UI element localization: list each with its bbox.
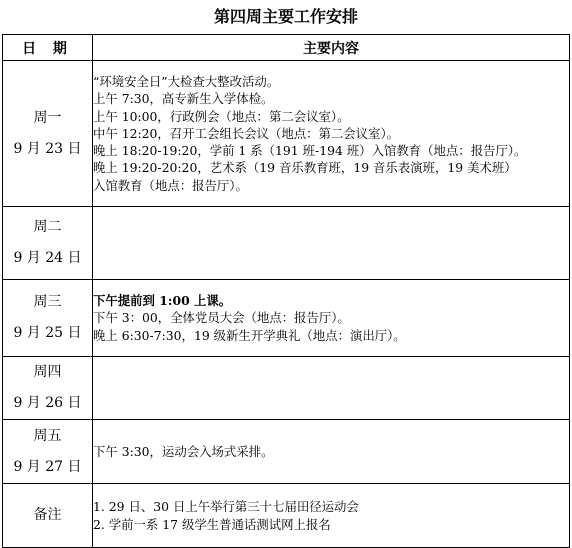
schedule-item: “环境安全日”大检查大整改活动。 — [93, 73, 280, 89]
table-row-friday — [3, 420, 570, 484]
table-row-wednesday — [3, 280, 570, 357]
schedule-notice: 下午提前到 1:00 上课。 — [93, 293, 232, 309]
content-cell — [93, 420, 570, 484]
schedule-table — [2, 34, 570, 548]
date-label: 9 月 23 日 — [13, 140, 82, 157]
content-cell — [93, 357, 570, 420]
table-row-thursday — [3, 357, 570, 420]
content-cell — [93, 484, 570, 548]
notes-label: 备注 — [33, 507, 62, 523]
weekday-label: 周五 — [33, 427, 62, 444]
schedule-item: 上午 7:30，高专新生入学体检。 — [93, 91, 274, 107]
schedule-item: 下午 3:30，运动会入场式采排。 — [93, 443, 274, 459]
note-item: 1. 29 日、30 日上午举行第三十七届田径运动会 — [93, 499, 359, 515]
date-cell — [3, 357, 93, 420]
date-label: 9 月 25 日 — [13, 325, 82, 341]
table-row-tuesday — [3, 207, 570, 280]
date-cell — [3, 207, 93, 280]
content-cell — [93, 207, 570, 280]
content-cell — [93, 280, 570, 357]
schedule-item: 入馆教育（地点：报告厅）。 — [93, 177, 248, 193]
schedule-item: 晚上 6:30-7:30，19 级新生开学典礼（地点：演出厅）。 — [93, 327, 406, 343]
date-cell — [3, 280, 93, 357]
page-title: 第四周主要工作安排 — [213, 7, 358, 26]
header-date: 日 期 — [3, 35, 93, 61]
date-label: 9 月 26 日 — [13, 395, 82, 411]
header-content: 主要内容 — [93, 35, 570, 61]
schedule-item: 晚上 18:20-19:20，学前 1 系（191 班-194 班）入馆教育（地点：报告厅）。 — [93, 143, 527, 159]
table-row-notes — [3, 484, 570, 548]
weekday-label: 周一 — [33, 109, 62, 126]
date-label: 9 月 24 日 — [13, 250, 82, 266]
schedule-item: 晚上 19:20-20:20，艺术系（19 音乐教育班，19 音乐表演班，19 美术班） — [93, 160, 517, 176]
header-row — [3, 35, 570, 61]
weekday-label: 周四 — [33, 364, 62, 380]
date-label: 9 月 27 日 — [13, 458, 82, 475]
schedule-item: 上午 10:00，行政例会（地点：第二会议室）。 — [93, 108, 350, 124]
table-row-monday — [3, 61, 570, 207]
weekday-label: 周三 — [33, 294, 62, 310]
content-cell — [93, 61, 570, 207]
schedule-item: 中午 12:20，召开工会组长会议（地点：第二会议室）。 — [93, 125, 400, 141]
date-cell — [3, 420, 93, 484]
note-item: 2. 学前一系 17 级学生普通话测试网上报名 — [93, 516, 331, 532]
schedule-item: 下午 3：00，全体党员大会（地点：报告厅）。 — [93, 310, 350, 326]
notes-label-cell — [3, 484, 93, 548]
date-cell — [3, 61, 93, 207]
weekday-label: 周二 — [33, 219, 62, 235]
